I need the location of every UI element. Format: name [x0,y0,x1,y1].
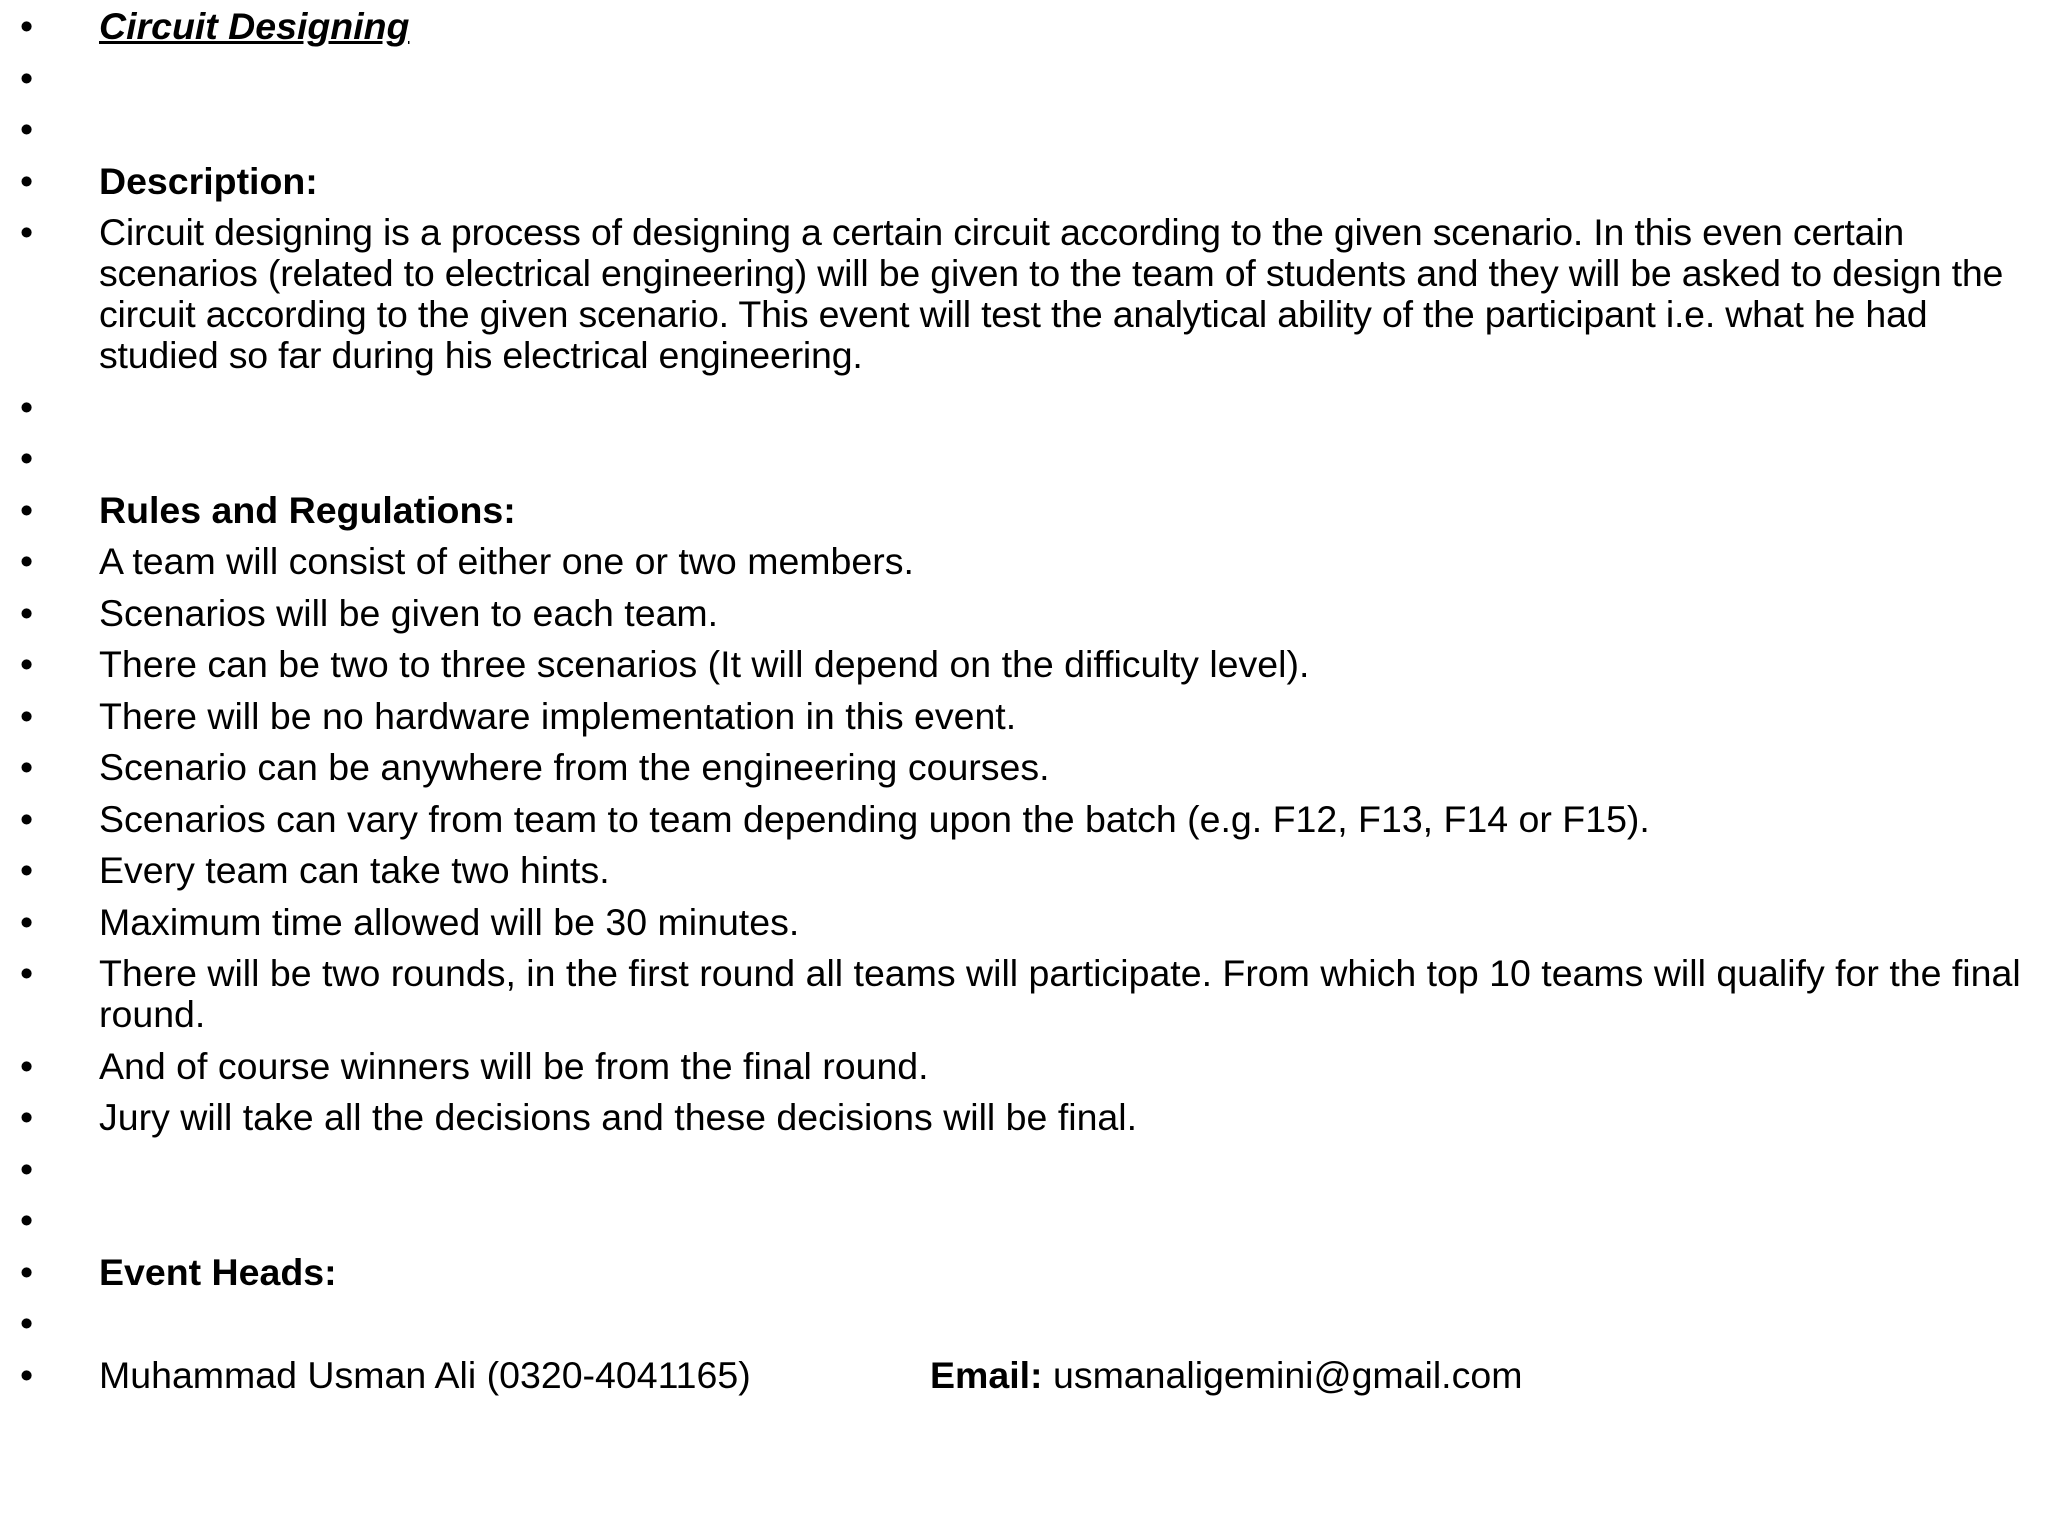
rule-text: Scenario can be anywhere from the engineering courses. [99,746,1050,788]
rule-item [0,799,2048,840]
bullet: • [20,694,34,737]
bullet: • [20,900,34,943]
rule-item [0,593,2048,634]
rule-item [0,1097,2048,1138]
bullet: • [20,1302,34,1344]
event-heads-heading: Event Heads: [99,1250,337,1293]
rules-heading-row [0,490,2048,531]
bullet: • [20,385,34,428]
rule-text: Scenarios can vary from team to team depending upon the batch (e.g. F12, F13, F14 or F15). [99,797,1650,840]
bullet: • [20,1250,34,1293]
empty-row [0,109,2048,150]
rule-text: There will be no hardware implementation in this event. [99,694,1017,737]
bullet: • [20,211,33,253]
description-heading-row [0,161,2048,202]
empty-row [0,387,2048,428]
email-label: Email: [930,1353,1043,1396]
rule-item [0,644,2048,685]
rule-text: Scenarios will be given to each team. [99,591,719,634]
rule-text: And of course winners will be from the final round. [99,1044,929,1087]
rule-item [0,747,2048,788]
rule-item [0,696,2048,737]
empty-row [0,58,2048,99]
bullet: • [20,540,34,582]
rule-text: Jury will take all the decisions and these decisions will be final. [99,1096,1138,1138]
bullet: • [20,1044,34,1087]
rule-item [0,850,2048,891]
rules-heading: Rules and Regulations: [99,488,516,531]
bullet: • [20,797,34,840]
bullet: • [20,952,34,994]
description-text: Circuit designing is a process of designing a certain circuit according to the given scenario. In this even certain scenarios (related to electrical engineering) will be given to the team of students and they will be asked to design the circuit according to the given scenario. This event will test the analytical ability of the participant i.e. what he had studied so far during his electrical engineering. [99,211,2004,376]
rule-text: There will be two rounds, in the first round all teams will participate. From which top 10 teams will qualify for the final round. [99,952,2021,1035]
bullet: • [20,437,34,479]
bullet: • [20,488,34,531]
bullet: • [20,1147,34,1190]
contact-name-phone: Muhammad Usman Ali (0320-4041165) [99,1353,751,1396]
title-row [0,6,2048,47]
bullet: • [20,643,34,685]
bullet: • [20,591,34,634]
bullet: • [20,849,34,891]
rule-text: A team will consist of either one or two members. [99,540,914,582]
bullet: • [20,1353,34,1396]
rule-item [0,1046,2048,1087]
bullet: • [20,1096,34,1138]
document-body [0,6,2048,1406]
description-heading: Description: [99,159,318,202]
rule-text: There can be two to three scenarios (It will depend on the difficulty level). [99,643,1310,685]
bullet: • [20,746,34,788]
bullet: • [20,108,34,150]
event-heads-heading-row [0,1252,2048,1293]
empty-row [0,1149,2048,1190]
document-title: Circuit Designing [99,5,410,47]
rule-text: Maximum time allowed will be 30 minutes. [99,900,800,943]
rule-item [0,902,2048,943]
empty-row [0,1200,2048,1241]
bullet: • [20,56,34,99]
bullet: • [20,5,34,47]
bullet: • [20,159,34,202]
bullet: • [20,1199,34,1241]
email-address: usmanaligemini@gmail.com [1042,1353,1523,1396]
rule-item [0,541,2048,582]
contact-row [0,1355,2048,1396]
empty-row [0,1303,2048,1344]
description-row [0,212,2048,376]
rule-item [0,953,2048,1035]
rule-text: Every team can take two hints. [99,849,610,891]
empty-row [0,438,2048,479]
